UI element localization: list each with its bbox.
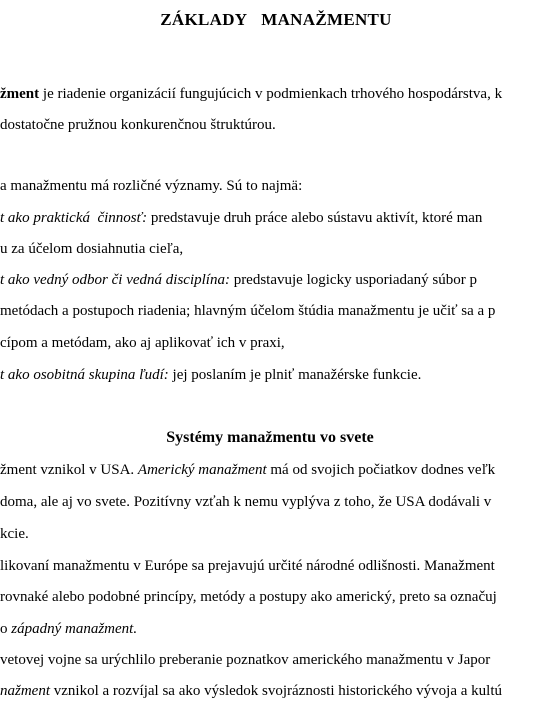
paragraph-line bbox=[0, 524, 29, 544]
text-run: jej poslaním je plniť manažérske funkcie. bbox=[168, 367, 422, 383]
text-run: dostatočne pružnou konkurenčnou štruktúrou. bbox=[0, 117, 276, 133]
paragraph-line bbox=[0, 460, 495, 480]
text-run: a manažmentu má rozličné významy. Sú to najmä: bbox=[0, 178, 303, 194]
text-run: vetovej vojne sa urýchlilo preberanie poznatkov amerického manažmentu v Japor bbox=[0, 652, 491, 668]
text-run: je riadenie organizácií fungujúcich v podmienkach trhového hospodárstva, k bbox=[39, 86, 503, 102]
paragraph-line bbox=[0, 556, 495, 576]
paragraph-line bbox=[0, 301, 495, 321]
text-run: predstavuje logicky usporiadaný súbor p bbox=[229, 272, 477, 288]
text-run: u za účelom dosiahnutia cieľa, bbox=[0, 241, 184, 257]
paragraph-line bbox=[0, 650, 490, 670]
italic-term: Americký manažment bbox=[137, 462, 267, 478]
text-run: vznikol a rozvíjal sa ako výsledok svojráznosti historického vývoja a kultú bbox=[50, 683, 502, 699]
list-item bbox=[0, 208, 482, 228]
paragraph-line bbox=[0, 619, 137, 639]
text-run: o bbox=[0, 621, 12, 637]
text-run: likovaní manažmentu v Európe sa prejavujú určité národné odlišnosti. Manažment bbox=[0, 558, 495, 574]
paragraph-line bbox=[0, 84, 502, 104]
bold-term: žment bbox=[0, 86, 40, 102]
paragraph-line bbox=[0, 239, 183, 259]
text-run: kcie. bbox=[0, 526, 29, 542]
list-item bbox=[0, 365, 421, 385]
page-title: ZÁKLADY MANAŽMENTU bbox=[160, 10, 392, 29]
text-run: predstavuje druh práce alebo sústavu aktivít, ktoré man bbox=[147, 210, 483, 226]
text-run: má od svojich počiatkov dodnes veľk bbox=[266, 462, 496, 478]
paragraph-line bbox=[0, 176, 302, 196]
paragraph-line bbox=[0, 681, 502, 701]
paragraph-line bbox=[0, 333, 285, 353]
text-run: žment vznikol v USA. bbox=[0, 462, 138, 478]
paragraph-line bbox=[0, 115, 276, 135]
text-run: rovnaké alebo podobné princípy, metódy a postupy ako americký, preto sa označuj bbox=[0, 589, 497, 605]
italic-term: t ako osobitná skupina ľudí: bbox=[0, 367, 169, 383]
text-run: metódach a postupoch riadenia; hlavným účelom štúdia manažmentu je učiť sa a p bbox=[0, 303, 496, 319]
paragraph-line bbox=[0, 587, 497, 607]
italic-term: západný manažment. bbox=[11, 621, 138, 637]
section-heading: Systémy manažmentu vo svete bbox=[166, 429, 374, 446]
paragraph-line bbox=[0, 492, 491, 512]
italic-term: t ako praktická činnosť: bbox=[0, 210, 148, 226]
list-item bbox=[0, 270, 477, 290]
text-run: doma, ale aj vo svete. Pozitívny vzťah k nemu vyplýva z toho, že USA dodávali v bbox=[0, 494, 492, 510]
italic-term: nažment bbox=[0, 683, 50, 699]
text-run: cípom a metódam, ako aj aplikovať ich v praxi, bbox=[0, 335, 285, 351]
italic-term: t ako vedný odbor či vedná disciplína: bbox=[0, 272, 230, 288]
